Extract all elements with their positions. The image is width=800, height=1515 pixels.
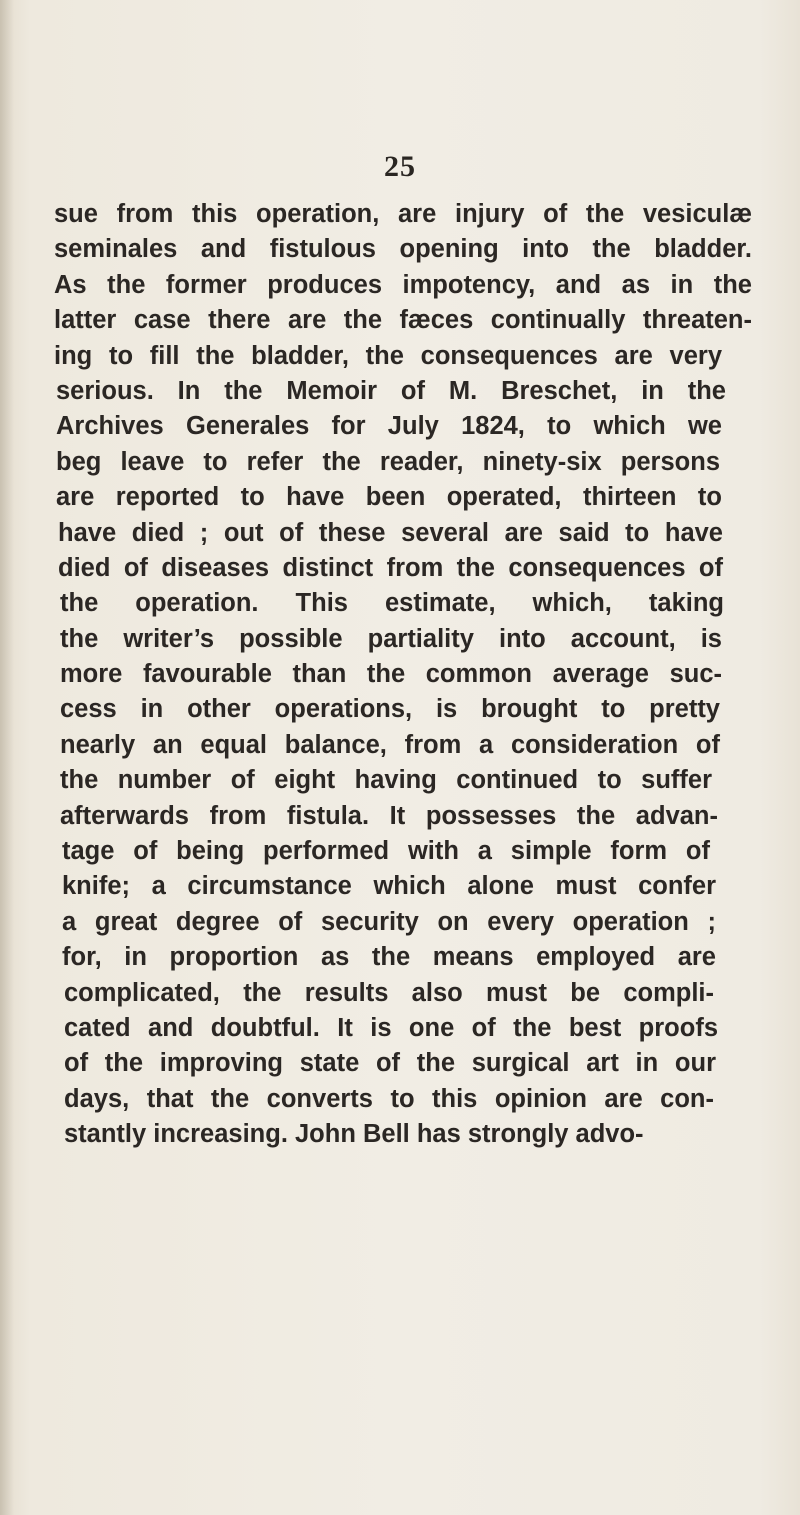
text-line: serious. In the Memoir of M. Breschet, in the <box>56 376 726 405</box>
text-line: Archives Generales for July 1824, to which we <box>56 412 722 441</box>
text-line: the writer’s possible partiality into account, is <box>60 624 722 653</box>
body-text <box>52 197 752 1153</box>
text-line: sue from this operation, are injury of the vesiculæ <box>54 200 752 228</box>
page-number: 25 <box>384 150 416 183</box>
text-line: more favourable than the common average suc- <box>60 660 722 689</box>
text-line: ing to fill the bladder, the consequences are very <box>54 341 722 370</box>
text-line: latter case there are the fæces continually threaten- <box>54 306 752 335</box>
text-line: cess in other operations, is brought to pretty <box>60 695 720 724</box>
text-line: nearly an equal balance, from a consideration of <box>60 730 720 759</box>
text-line: of the improving state of the surgical art in our <box>64 1049 716 1078</box>
text-line: for, in proportion as the means employed are <box>62 943 716 972</box>
text-line: cated and doubtful. It is one of the best proofs <box>64 1013 718 1042</box>
text-line: have died ; out of these several are said to have <box>58 518 723 547</box>
text-line: are reported to have been operated, thirteen to <box>56 483 722 512</box>
text-line: a great degree of security on every operation ; <box>62 907 716 936</box>
text-line: As the former produces impotency, and as in the <box>54 270 752 299</box>
text-line: stantly increasing. John Bell has strongly advo- <box>64 1120 644 1149</box>
text-line: knife; a circumstance which alone must confer <box>62 872 716 901</box>
text-line: complicated, the results also must be compli- <box>64 978 714 1007</box>
text-line: the number of eight having continued to suffer <box>60 766 712 795</box>
text-line: days, that the converts to this opinion are con- <box>64 1084 714 1113</box>
text-line: seminales and fistulous opening into the bladder. <box>54 235 752 264</box>
text-line: beg leave to refer the reader, ninety-six persons <box>56 447 720 476</box>
page-edge-shadow <box>0 0 14 1515</box>
text-line: tage of being performed with a simple form of <box>62 837 710 866</box>
text-line: died of diseases distinct from the consequences of <box>58 553 723 582</box>
text-line: afterwards from fistula. It possesses the advan- <box>60 801 718 830</box>
text-line: the operation. This estimate, which, taking <box>60 589 724 618</box>
